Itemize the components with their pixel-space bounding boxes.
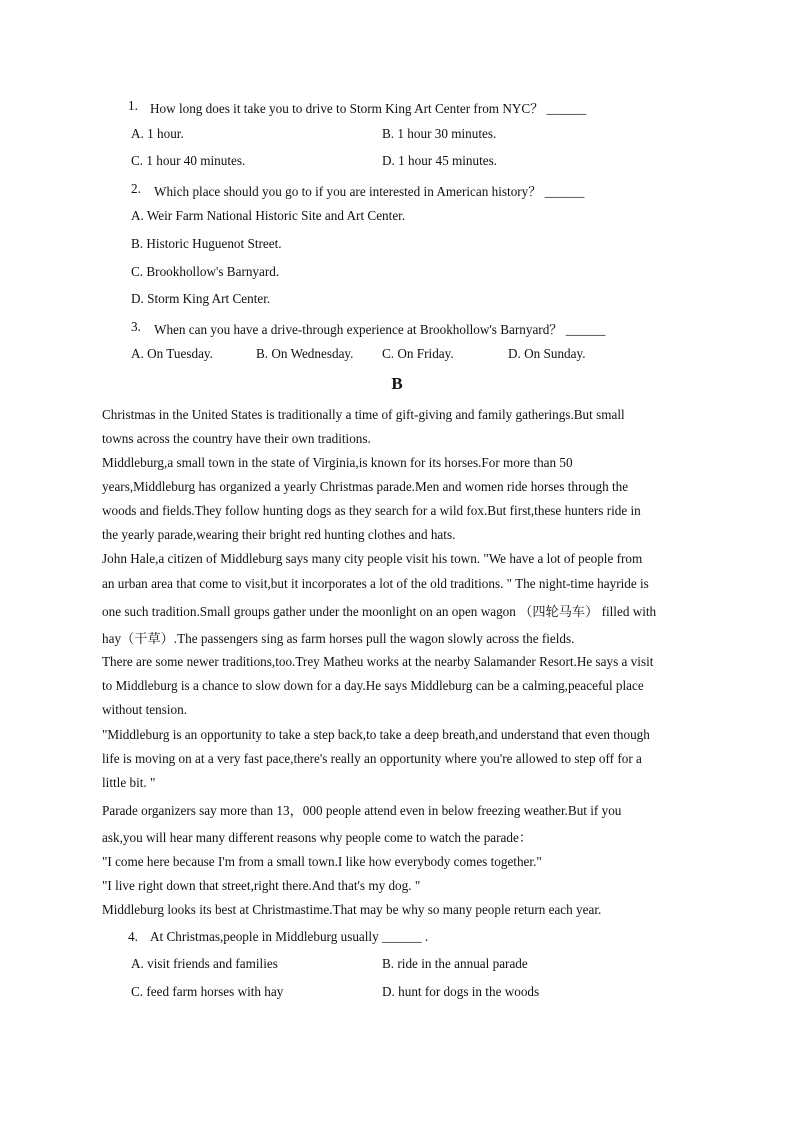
passage-line: Middleburg looks its best at Christmastime.That may be why so many people return each year. [102, 902, 602, 917]
option-text: On Wednesday. [271, 346, 354, 361]
option-text: 1 hour 30 minutes. [397, 126, 497, 141]
option-letter: D. [382, 153, 395, 168]
passage-line: to Middleburg is a chance to slow down for a day.He says Middleburg can be a calming,peaceful place [102, 678, 644, 693]
passage-line: the yearly parade,wearing their bright red hunting clothes and hats. [102, 527, 456, 542]
option-letter: D. [131, 291, 144, 306]
passage-line: Parade organizers say more than 13，000 people attend even in below freezing weather.But if you [102, 803, 622, 818]
option-letter: C. [131, 984, 144, 999]
question-number: 2. [131, 181, 141, 196]
option-text: hunt for dogs in the woods [398, 984, 540, 999]
option-text: Weir Farm National Historic Site and Art Center. [146, 208, 406, 223]
option-c [131, 153, 245, 169]
question-stem: At Christmas,people in Middleburg usually ______ . [150, 929, 429, 944]
option-text: visit friends and families [147, 956, 278, 971]
passage-line: towns across the country have their own traditions. [102, 431, 371, 446]
option-text: ride in the annual parade [397, 956, 528, 971]
passage-line: little bit. " [102, 775, 156, 790]
option-text: feed farm horses with hay [146, 984, 284, 999]
option-letter: B. [256, 346, 269, 361]
section-heading: B [391, 374, 403, 393]
passage-line: one such tradition.Small groups gather under the moonlight on an open wagon （四轮马车） filled with [102, 604, 657, 619]
option-letter: A. [131, 346, 144, 361]
option-text: Historic Huguenot Street. [146, 236, 282, 251]
option-letter: C. [131, 264, 144, 279]
option-d [508, 346, 586, 362]
option-letter: B. [131, 236, 144, 251]
option-letter: D. [382, 984, 395, 999]
passage-line: an urban area that come to visit,but it incorporates a lot of the old traditions. " The night-time hayride is [102, 576, 649, 591]
option-text: 1 hour. [147, 126, 184, 141]
option-d [131, 291, 270, 307]
option-a [131, 208, 405, 224]
passage-line: Middleburg,a small town in the state of Virginia,is known for its horses.For more than 50 [102, 455, 573, 470]
option-letter: B. [382, 956, 395, 971]
option-text: Storm King Art Center. [147, 291, 271, 306]
passage-line: "I come here because I'm from a small town.I like how everybody comes together." [102, 854, 542, 869]
option-text: 1 hour 40 minutes. [146, 153, 246, 168]
passage-line: ask,you will hear many different reasons why people come to watch the parade： [102, 830, 533, 845]
option-c [131, 264, 279, 280]
passage-line: "Middleburg is an opportunity to take a step back,to take a deep breath,and understand that even though [102, 727, 650, 742]
option-text: 1 hour 45 minutes. [398, 153, 498, 168]
option-b [256, 346, 353, 362]
passage-line: life is moving on at a very fast pace,there's really an opportunity where you're allowed to step off for a [102, 751, 642, 766]
question-stem: When can you have a drive-through experience at Brookhollow's Barnyard？ ______ [154, 322, 606, 337]
passage-line: years,Middleburg has organized a yearly Christmas parade.Men and women ride horses through the [102, 479, 629, 494]
option-a [131, 126, 184, 142]
option-letter: A. [131, 126, 144, 141]
option-text: On Sunday. [524, 346, 586, 361]
option-text: Brookhollow's Barnyard. [146, 264, 280, 279]
option-letter: D. [508, 346, 521, 361]
option-letter: A. [131, 956, 144, 971]
option-b [382, 956, 528, 972]
passage-line: without tension. [102, 702, 187, 717]
question-stem: How long does it take you to drive to Storm King Art Center from NYC？ ______ [150, 101, 587, 116]
question-stem: Which place should you go to if you are interested in American history？ ______ [154, 184, 585, 199]
option-d [382, 153, 497, 169]
passage-line: woods and fields.They follow hunting dogs as they search for a wild fox.But first,these hunters ride in [102, 503, 641, 518]
option-text: On Friday. [397, 346, 454, 361]
option-a [131, 956, 278, 972]
option-b [131, 236, 282, 252]
question-number: 1. [128, 98, 138, 113]
passage-line: Christmas in the United States is traditionally a time of gift-giving and family gatherings.But small [102, 407, 625, 422]
option-c [131, 984, 283, 1000]
option-letter: C. [131, 153, 144, 168]
passage-line: hay（干草）.The passengers sing as farm horses pull the wagon slowly across the fields. [102, 631, 575, 646]
passage-line: There are some newer traditions,too.Trey Matheu works at the nearby Salamander Resort.He says a visit [102, 654, 654, 669]
passage-line: "I live right down that street,right there.And that's my dog. " [102, 878, 421, 893]
option-c [382, 346, 454, 362]
passage-line: John Hale,a citizen of Middleburg says many city people visit his town. "We have a lot of people from [102, 551, 643, 566]
option-letter: C. [382, 346, 395, 361]
option-letter: A. [131, 208, 144, 223]
question-number: 3. [131, 319, 141, 334]
option-b [382, 126, 496, 142]
option-a [131, 346, 213, 362]
question-number: 4. [128, 929, 138, 944]
option-text: On Tuesday. [147, 346, 213, 361]
option-letter: B. [382, 126, 395, 141]
option-d [382, 984, 539, 1000]
